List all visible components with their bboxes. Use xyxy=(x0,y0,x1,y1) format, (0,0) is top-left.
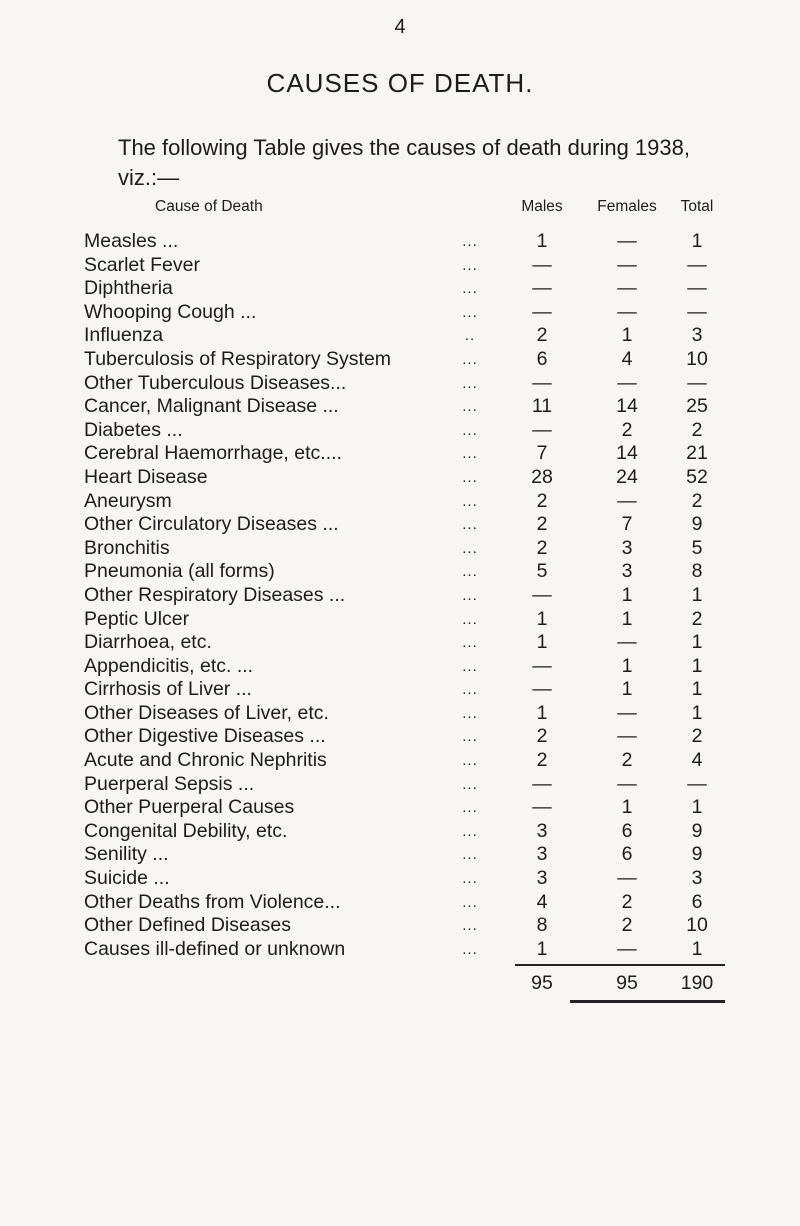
total-cell: 2 xyxy=(691,607,703,630)
table-row xyxy=(0,560,800,584)
total-cell: 3 xyxy=(691,324,703,347)
males-cell: 2 xyxy=(536,513,548,536)
males-cell: 3 xyxy=(536,867,548,890)
total-cell: 1 xyxy=(691,654,703,677)
leader-dots: ... xyxy=(462,893,478,911)
females-cell: 2 xyxy=(621,914,633,937)
males-cell: 6 xyxy=(536,347,548,370)
total-cell: 9 xyxy=(691,513,703,536)
cause-cell: Influenza xyxy=(84,324,164,347)
table-row xyxy=(0,749,800,773)
cause-cell: Other Puerperal Causes xyxy=(84,796,295,819)
total-cell: 1 xyxy=(691,678,703,701)
leader-dots: ... xyxy=(462,917,478,935)
females-cell: — xyxy=(617,371,637,394)
cause-cell: Diphtheria xyxy=(84,277,173,300)
leader-dots: ... xyxy=(462,516,478,534)
table-body xyxy=(0,230,800,961)
cause-cell: Tuberculosis of Respiratory System xyxy=(84,347,392,370)
males-cell: — xyxy=(532,796,552,819)
cause-cell: Cancer, Malignant Disease ... xyxy=(84,395,339,418)
males-cell: 2 xyxy=(536,489,548,512)
table-row xyxy=(0,678,800,702)
females-cell: — xyxy=(617,300,637,323)
table-row xyxy=(0,395,800,419)
total-cell: 1 xyxy=(691,583,703,606)
total-cell: 5 xyxy=(691,536,703,559)
header-males: Males xyxy=(521,198,563,215)
females-cell: 7 xyxy=(621,513,633,536)
total-cell: 10 xyxy=(686,914,708,937)
table-row xyxy=(0,230,800,254)
table-row xyxy=(0,537,800,561)
cause-cell: Diabetes ... xyxy=(84,418,183,441)
total-cell: 3 xyxy=(691,867,703,890)
leader-dots: ... xyxy=(462,870,478,888)
females-cell: — xyxy=(617,253,637,276)
females-cell: — xyxy=(617,230,637,252)
table-row xyxy=(0,655,800,679)
males-cell: 1 xyxy=(536,631,548,654)
table-row xyxy=(0,914,800,938)
females-cell: — xyxy=(617,631,637,654)
cause-cell: Puerperal Sepsis ... xyxy=(84,772,255,795)
table-row xyxy=(0,725,800,749)
females-cell: 1 xyxy=(621,583,633,606)
cause-cell: Diarrhoea, etc. xyxy=(84,631,212,654)
table-row xyxy=(0,254,800,278)
cause-cell: Aneurysm xyxy=(84,489,172,512)
leader-dots: ... xyxy=(462,775,478,793)
males-cell: — xyxy=(532,418,552,441)
cause-cell: Appendicitis, etc. ... xyxy=(84,654,254,677)
table-row xyxy=(0,584,800,608)
page-title: CAUSES OF DEATH. xyxy=(266,68,534,98)
leader-dots: ... xyxy=(462,586,478,604)
table-row xyxy=(0,702,800,726)
males-cell: 2 xyxy=(536,324,548,347)
cause-cell: Suicide ... xyxy=(84,867,170,890)
males-cell: — xyxy=(532,772,552,795)
females-cell: 6 xyxy=(621,843,633,866)
leader-dots: ... xyxy=(462,421,478,439)
total-cell: 2 xyxy=(691,418,703,441)
leader-dots: ... xyxy=(462,752,478,770)
males-cell: — xyxy=(532,371,552,394)
cause-cell: Cerebral Haemorrhage, etc.... xyxy=(84,442,342,465)
cause-cell: Other Diseases of Liver, etc. xyxy=(84,701,329,724)
total-cell: 1 xyxy=(691,631,703,654)
males-cell: 1 xyxy=(536,937,548,960)
females-cell: 6 xyxy=(621,819,633,842)
table-row xyxy=(0,608,800,632)
header-total: Total xyxy=(680,198,714,215)
females-cell: 14 xyxy=(616,395,638,418)
females-cell: 1 xyxy=(621,654,633,677)
total-cell: 25 xyxy=(686,395,708,418)
table-row xyxy=(0,277,800,301)
females-cell: 2 xyxy=(621,749,633,772)
males-cell: — xyxy=(532,583,552,606)
leader-dots: ... xyxy=(462,634,478,652)
total-cell: 52 xyxy=(686,465,708,488)
females-cell: 4 xyxy=(621,347,633,370)
cause-cell: Congenital Debility, etc. xyxy=(84,819,288,842)
cause-cell: Senility ... xyxy=(84,843,169,866)
males-cell: 2 xyxy=(536,725,548,748)
table-header xyxy=(0,198,800,222)
cause-cell: Pneumonia (all forms) xyxy=(84,560,275,583)
table-row xyxy=(0,796,800,820)
header-cause: Cause of Death xyxy=(155,198,263,215)
females-cell: 3 xyxy=(621,560,633,583)
cause-cell: Cirrhosis of Liver ... xyxy=(84,678,252,701)
leader-dots: ... xyxy=(462,563,478,581)
total-all: 190 xyxy=(680,972,714,994)
leader-dots: ... xyxy=(462,492,478,510)
cause-cell: Other Digestive Diseases ... xyxy=(84,725,326,748)
males-cell: — xyxy=(532,678,552,701)
table-row xyxy=(0,938,800,962)
total-cell: — xyxy=(687,300,707,323)
leader-dots: ... xyxy=(462,233,478,250)
females-cell: 1 xyxy=(621,678,633,701)
females-cell: 24 xyxy=(616,465,638,488)
table-row xyxy=(0,773,800,797)
total-cell: 2 xyxy=(691,489,703,512)
header-females: Females xyxy=(597,198,657,215)
cause-cell: Measles ... xyxy=(84,230,179,252)
males-cell: — xyxy=(532,253,552,276)
males-cell: 3 xyxy=(536,843,548,866)
leader-dots: ... xyxy=(462,280,478,298)
males-cell: — xyxy=(532,277,552,300)
table-row xyxy=(0,820,800,844)
males-cell: 3 xyxy=(536,819,548,842)
leader-dots: ... xyxy=(462,374,478,392)
double-rule xyxy=(570,1000,725,1003)
females-cell: — xyxy=(617,725,637,748)
total-cell: — xyxy=(687,253,707,276)
cause-cell: Other Deaths from Violence... xyxy=(84,890,341,913)
leader-dots: ... xyxy=(462,468,478,486)
males-cell: 7 xyxy=(536,442,548,465)
males-cell: 2 xyxy=(536,536,548,559)
cause-cell: Bronchitis xyxy=(84,536,170,559)
leader-dots: ... xyxy=(462,728,478,746)
total-cell: — xyxy=(687,371,707,394)
females-cell: 14 xyxy=(616,442,638,465)
leader-dots: ... xyxy=(462,704,478,722)
total-cell: 1 xyxy=(691,230,703,252)
leader-dots: ... xyxy=(462,539,478,557)
total-cell: 1 xyxy=(691,796,703,819)
intro-text: The following Table gives the causes of death during 1938, viz.:— xyxy=(118,135,690,190)
females-cell: 1 xyxy=(621,607,633,630)
leader-dots: ... xyxy=(462,799,478,817)
total-cell: 9 xyxy=(691,843,703,866)
females-cell: — xyxy=(617,701,637,724)
table-row xyxy=(0,301,800,325)
table-row xyxy=(0,466,800,490)
females-cell: — xyxy=(617,489,637,512)
females-cell: — xyxy=(617,867,637,890)
males-cell: 11 xyxy=(531,395,553,418)
table-row xyxy=(0,419,800,443)
totals-row xyxy=(0,970,800,996)
leader-dots: ... xyxy=(462,846,478,864)
total-cell: 2 xyxy=(691,725,703,748)
females-cell: 1 xyxy=(621,796,633,819)
males-cell: — xyxy=(532,300,552,323)
leader-dots: ... xyxy=(462,303,478,321)
total-cell: 9 xyxy=(691,819,703,842)
cause-cell: Other Circulatory Diseases ... xyxy=(84,513,339,536)
total-cell: — xyxy=(687,772,707,795)
table-row xyxy=(0,513,800,537)
table-row xyxy=(0,348,800,372)
males-cell: 4 xyxy=(536,890,548,913)
cause-cell: Scarlet Fever xyxy=(84,253,200,276)
females-cell: 2 xyxy=(621,890,633,913)
page-number: 4 xyxy=(394,16,406,38)
cause-cell: Other Tuberculous Diseases... xyxy=(84,371,347,394)
table-row xyxy=(0,631,800,655)
females-cell: — xyxy=(617,277,637,300)
total-cell: 4 xyxy=(691,749,703,772)
males-cell: 28 xyxy=(531,465,553,488)
table-row xyxy=(0,843,800,867)
leader-dots: ... xyxy=(462,350,478,368)
cause-cell: Peptic Ulcer xyxy=(84,607,190,630)
leader-dots: ... xyxy=(462,681,478,699)
females-cell: — xyxy=(617,772,637,795)
leader-dots: ... xyxy=(462,822,478,840)
table-row xyxy=(0,372,800,396)
table-row xyxy=(0,867,800,891)
females-cell: 3 xyxy=(621,536,633,559)
females-cell: 2 xyxy=(621,418,633,441)
leader-dots: ... xyxy=(462,256,478,274)
total-cell: 1 xyxy=(691,701,703,724)
table-row xyxy=(0,490,800,514)
table-row xyxy=(0,891,800,915)
males-cell: 1 xyxy=(536,701,548,724)
total-cell: 10 xyxy=(686,347,708,370)
leader-dots: ... xyxy=(462,398,478,416)
total-males: 95 xyxy=(531,972,553,994)
cause-cell: Other Respiratory Diseases ... xyxy=(84,583,346,606)
sum-rule xyxy=(515,964,725,966)
males-cell: 2 xyxy=(536,749,548,772)
total-cell: 1 xyxy=(691,937,703,960)
leader-dots: ... xyxy=(462,610,478,628)
females-cell: — xyxy=(617,937,637,960)
males-cell: 5 xyxy=(536,560,548,583)
total-cell: 6 xyxy=(691,890,703,913)
cause-cell: Heart Disease xyxy=(84,465,208,488)
leader-dots: ... xyxy=(462,445,478,463)
table-row xyxy=(0,324,800,348)
leader-dots: .. xyxy=(464,327,476,345)
males-cell: 8 xyxy=(536,914,548,937)
total-cell: 21 xyxy=(686,442,708,465)
cause-cell: Other Defined Diseases xyxy=(84,914,292,937)
leader-dots: ... xyxy=(462,940,478,958)
males-cell: 1 xyxy=(536,607,548,630)
females-cell: 1 xyxy=(621,324,633,347)
total-cell: 8 xyxy=(691,560,703,583)
cause-cell: Acute and Chronic Nephritis xyxy=(84,749,327,772)
males-cell: — xyxy=(532,654,552,677)
table-row xyxy=(0,442,800,466)
males-cell: 1 xyxy=(536,230,548,252)
cause-cell: Whooping Cough ... xyxy=(84,300,257,323)
leader-dots: ... xyxy=(462,657,478,675)
total-females: 95 xyxy=(616,972,638,994)
total-cell: — xyxy=(687,277,707,300)
cause-cell: Causes ill-defined or unknown xyxy=(84,937,346,960)
